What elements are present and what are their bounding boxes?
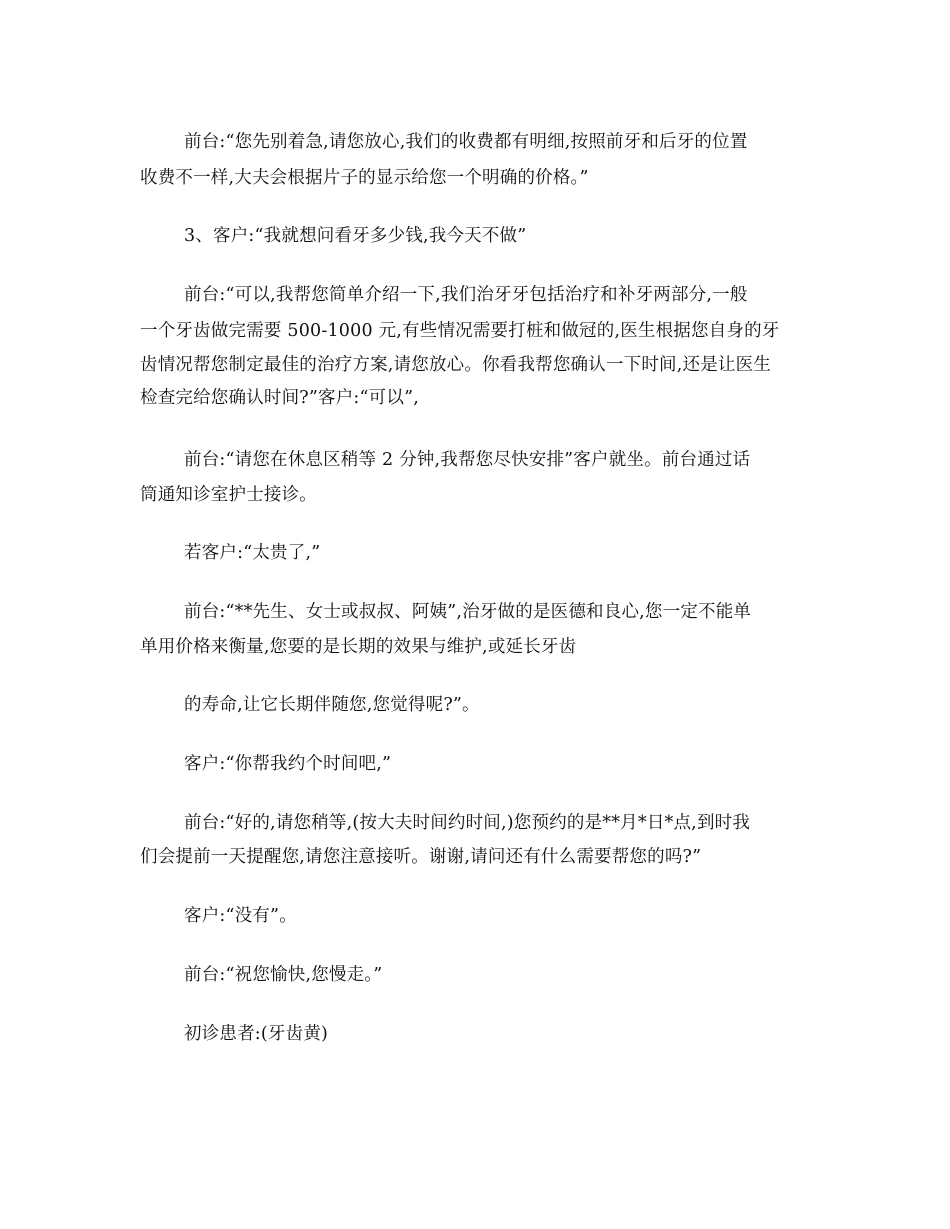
paragraph-line: 的寿命,让它长期伴随您,您觉得呢?”。 — [184, 695, 480, 715]
paragraph-line: 齿情况帮您制定最佳的治疗方案,请您放心。你看我帮您确认一下时间,还是让医生 — [140, 355, 772, 375]
paragraph-line: 客户:“你帮我约个时间吧,” — [184, 754, 392, 774]
paragraph-line: 单用价格来衡量,您要的是长期的效果与维护,或延长牙齿 — [140, 637, 577, 657]
paragraph-line: 前台:“**先生、女士或叔叔、阿姨”,治牙做的是医德和良心,您一定不能单 — [184, 602, 752, 622]
paragraph-line: 3、客户:“我就想问看牙多少钱,我今天不做” — [184, 226, 527, 246]
paragraph-line: 检查完给您确认时间?”客户:“可以”, — [140, 388, 419, 408]
paragraph-line: 前台:“可以,我帮您简单介绍一下,我们治牙牙包括治疗和补牙两部分,一般 — [184, 285, 748, 305]
paragraph-line: 收费不一样,大夫会根据片子的显示给您一个明确的价格。” — [140, 168, 589, 188]
paragraph-line: 一个牙齿做完需要 500-1000 元,有些情况需要打桩和做冠的,医生根据您自身的牙 — [140, 321, 780, 341]
paragraph-line: 若客户:“太贵了,” — [184, 543, 321, 563]
paragraph-line: 前台:“请您在休息区稍等 2 分钟,我帮您尽快安排”客户就坐。前台通过话 — [184, 450, 751, 470]
paragraph-line: 前台:“祝您愉快,您慢走。” — [184, 965, 383, 985]
paragraph-line: 们会提前一天提醒您,请您注意接听。谢谢,请问还有什么需要帮您的吗?” — [140, 847, 702, 867]
paragraph-line: 客户:“没有”。 — [184, 906, 297, 926]
paragraph-line: 筒通知诊室护士接诊。 — [140, 485, 317, 505]
paragraph-line: 前台:“您先别着急,请您放心,我们的收费都有明细,按照前牙和后牙的位置 — [184, 132, 748, 152]
paragraph-line: 前台:“好的,请您稍等,(按大夫时间约时间,)您预约的是**月*日*点,到时我 — [184, 813, 751, 833]
paragraph-line: 初诊患者:(牙齿黄) — [184, 1024, 329, 1044]
